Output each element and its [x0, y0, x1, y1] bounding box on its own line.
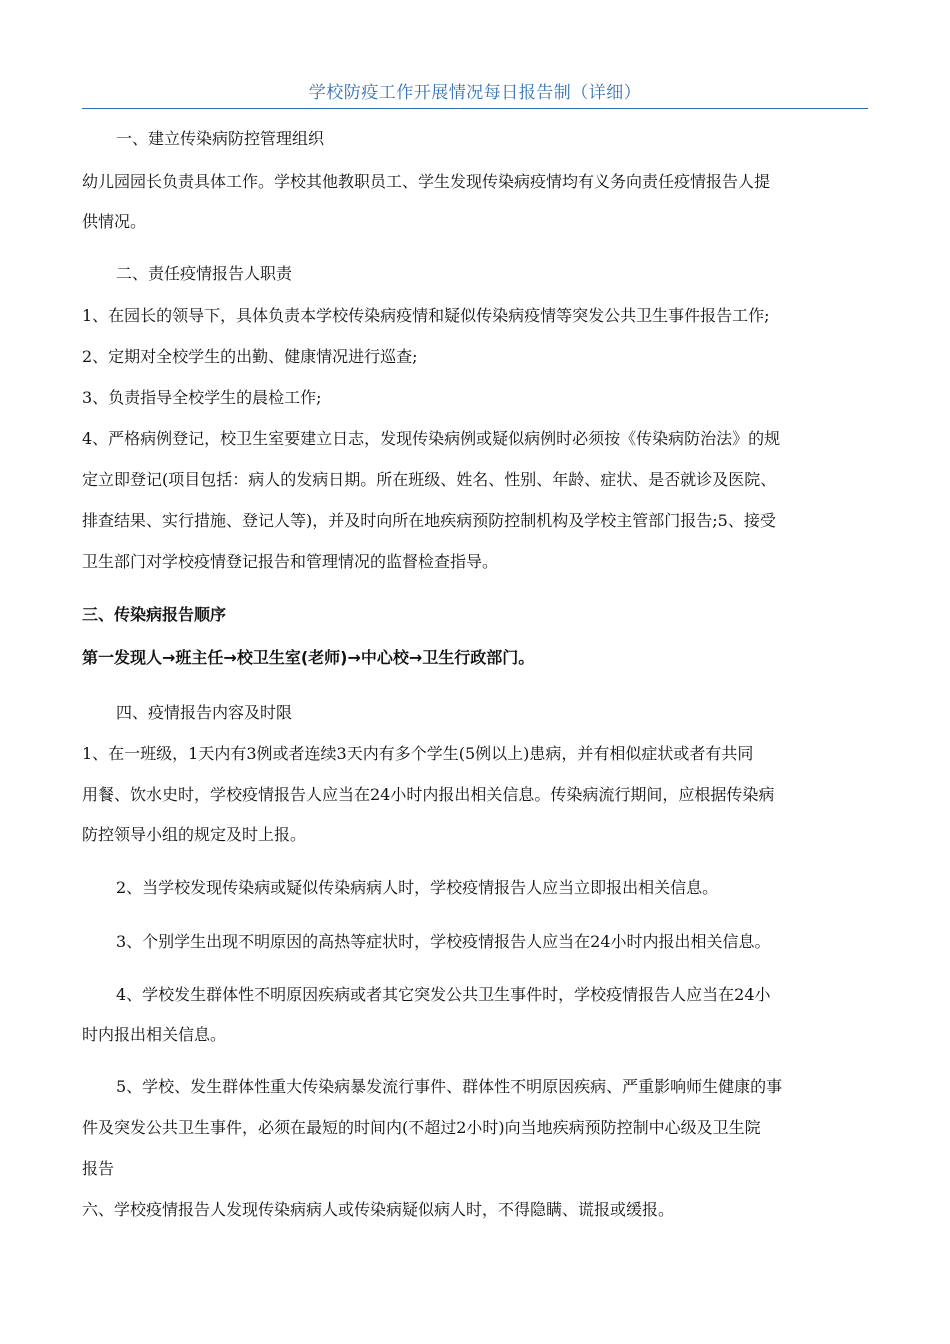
- list-item: 4、严格病例登记，校卫生室要建立日志，发现传染病例或疑似病例时必须按《传染病防治法》的规: [82, 429, 781, 448]
- paragraph-line: 卫生部门对学校疫情登记报告和管理情况的监督检查指导。: [82, 552, 499, 571]
- paragraph-line: 时内报出相关信息。: [82, 1025, 227, 1044]
- paragraph-line: 件及突发公共卫生事件，必须在最短的时间内(不超过2小时)向当地疾病预防控制中心级及卫生院: [82, 1118, 761, 1137]
- paragraph-line: 幼儿园园长负责具体工作。学校其他教职员工、学生发现传染病疫情均有义务向责任疫情报告人提: [82, 172, 771, 191]
- paragraph-line: 排查结果、实行措施、登记人等)，并及时向所在地疾病预防控制机构及学校主管部门报告;5、接受: [82, 511, 776, 530]
- list-item: 2、当学校发现传染病或疑似传染病病人时，学校疫情报告人应当立即报出相关信息。: [116, 878, 719, 897]
- list-item: 2、定期对全校学生的出勤、健康情况进行巡查;: [82, 347, 418, 366]
- document-header: [82, 78, 868, 109]
- section-heading-6: 六、学校疫情报告人发现传染病病人或传染病疑似病人时，不得隐瞒、谎报或缓报。: [82, 1200, 675, 1219]
- section-heading-4: 四、疫情报告内容及时限: [116, 703, 293, 722]
- list-item: 1、在园长的领导下，具体负责本学校传染病疫情和疑似传染病疫情等突发公共卫生事件报告工作;: [82, 306, 770, 325]
- paragraph-line: 报告: [82, 1159, 115, 1178]
- paragraph-line: 用餐、饮水史时，学校疫情报告人应当在24小时内报出相关信息。传染病流行期间，应根据传染病: [82, 785, 775, 804]
- report-order: 第一发现人→班主任→校卫生室(老师)→中心校→卫生行政部门。: [82, 648, 535, 667]
- list-item: 5、学校、发生群体性重大传染病暴发流行事件、群体性不明原因疾病、严重影响师生健康的事: [116, 1077, 783, 1096]
- list-item: 3、个别学生出现不明原因的高热等症状时，学校疫情报告人应当在24小时内报出相关信息。: [116, 932, 771, 951]
- paragraph-line: 供情况。: [82, 212, 147, 231]
- paragraph-line: 定立即登记(项目包括：病人的发病日期。所在班级、姓名、性别、年龄、症状、是否就诊及医院、: [82, 470, 777, 489]
- list-item: 4、学校发生群体性不明原因疾病或者其它突发公共卫生事件时，学校疫情报告人应当在24小: [116, 985, 771, 1004]
- document-title: 学校防疫工作开展情况每日报告制（详细）: [308, 83, 642, 103]
- section-heading-1: 一、建立传染病防控管理组织: [116, 129, 325, 148]
- list-item: 3、负责指导全校学生的晨检工作;: [82, 388, 322, 407]
- paragraph-line: 防控领导小组的规定及时上报。: [82, 825, 307, 844]
- section-heading-2: 二、责任疫情报告人职责: [116, 264, 293, 283]
- section-heading-3: 三、传染病报告顺序: [82, 605, 227, 624]
- list-item: 1、在一班级，1天内有3例或者连续3天内有多个学生(5例以上)患病，并有相似症状或者有共同: [82, 744, 754, 763]
